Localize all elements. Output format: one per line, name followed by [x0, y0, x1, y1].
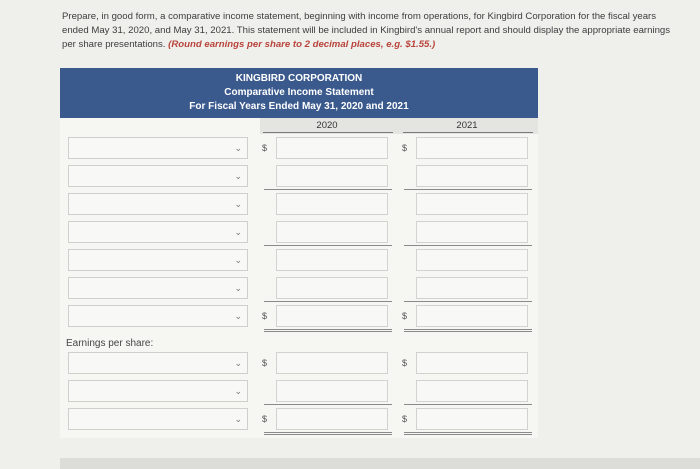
amount-2021-input[interactable] — [416, 221, 528, 243]
dollar-sign: $ — [262, 414, 268, 424]
amount-2021-input[interactable] — [416, 137, 528, 159]
company-name: KINGBIRD CORPORATION — [235, 73, 363, 84]
total-double-underline — [264, 434, 392, 435]
total-double-underline — [404, 329, 532, 330]
subtotal-underline — [264, 301, 392, 302]
subtotal-underline — [404, 245, 532, 246]
subtotal-underline — [264, 404, 392, 405]
chevron-down-icon: ⌄ — [234, 255, 242, 265]
dollar-sign: $ — [262, 311, 268, 321]
amount-2020-input[interactable] — [276, 221, 388, 243]
dollar-sign: $ — [262, 358, 268, 368]
statement-period: For Fiscal Years Ended May 31, 2020 and 2021 — [189, 101, 409, 112]
total-double-underline — [264, 331, 392, 332]
amount-2021-input[interactable] — [416, 277, 528, 299]
eps-2020-input[interactable] — [276, 408, 388, 430]
total-double-underline — [264, 329, 392, 330]
instructions-body: Prepare, in good form, a comparative income statement, beginning with income from operations, for Kingbird Corporation for the fiscal years ended May 31, 2020, and May 31, 2021. This statement will be included in Kingbird's annual report and should display the appropriate earnings per share presentations. — [62, 11, 671, 50]
amount-2021-input[interactable] — [416, 305, 528, 327]
eps-2021-input[interactable] — [416, 408, 528, 430]
dollar-sign: $ — [402, 311, 408, 321]
total-double-underline — [404, 432, 532, 433]
year-2021-label: 2021 — [456, 120, 478, 131]
amount-2020-input[interactable] — [276, 137, 388, 159]
chevron-down-icon: ⌄ — [234, 227, 242, 237]
eps-item-dropdown[interactable] — [68, 408, 248, 430]
amount-2020-input[interactable] — [276, 165, 388, 187]
eps-item-dropdown[interactable] — [68, 352, 248, 374]
total-double-underline — [404, 434, 532, 435]
dollar-sign: $ — [402, 414, 408, 424]
chevron-down-icon: ⌄ — [234, 414, 242, 424]
chevron-down-icon: ⌄ — [234, 386, 242, 396]
year-2021-underline — [403, 132, 533, 133]
amount-2020-input[interactable] — [276, 249, 388, 271]
year-2020-label: 2020 — [316, 120, 338, 131]
line-item-dropdown[interactable] — [68, 305, 248, 327]
subtotal-underline — [404, 404, 532, 405]
subtotal-underline — [404, 189, 532, 190]
dollar-sign: $ — [402, 358, 408, 368]
eps-2021-input[interactable] — [416, 352, 528, 374]
amount-2020-input[interactable] — [276, 193, 388, 215]
instructions-text — [62, 10, 672, 52]
chevron-down-icon: ⌄ — [234, 199, 242, 209]
amount-2021-input[interactable] — [416, 249, 528, 271]
line-item-dropdown[interactable] — [68, 277, 248, 299]
statement-title: Comparative Income Statement — [224, 87, 374, 98]
chevron-down-icon: ⌄ — [234, 283, 242, 293]
rounding-note: (Round earnings per share to 2 decimal places, e.g. $1.55.) — [168, 39, 436, 50]
line-item-dropdown[interactable] — [68, 137, 248, 159]
line-item-dropdown[interactable] — [68, 165, 248, 187]
eps-2020-input[interactable] — [276, 380, 388, 402]
subtotal-underline — [264, 189, 392, 190]
year-2020-underline — [263, 132, 393, 133]
total-double-underline — [264, 432, 392, 433]
eps-label: Earnings per share: — [66, 338, 154, 349]
eps-2021-input[interactable] — [416, 380, 528, 402]
eps-2020-input[interactable] — [276, 352, 388, 374]
eps-item-dropdown[interactable] — [68, 380, 248, 402]
line-item-dropdown[interactable] — [68, 249, 248, 271]
amount-2021-input[interactable] — [416, 165, 528, 187]
chevron-down-icon: ⌄ — [234, 143, 242, 153]
statement-header — [60, 68, 538, 118]
chevron-down-icon: ⌄ — [234, 311, 242, 321]
subtotal-underline — [264, 245, 392, 246]
amount-2021-input[interactable] — [416, 193, 528, 215]
subtotal-underline — [404, 301, 532, 302]
line-item-dropdown[interactable] — [68, 221, 248, 243]
amount-2020-input[interactable] — [276, 305, 388, 327]
dollar-sign: $ — [402, 143, 408, 153]
line-item-dropdown[interactable] — [68, 193, 248, 215]
chevron-down-icon: ⌄ — [234, 171, 242, 181]
chevron-down-icon: ⌄ — [234, 358, 242, 368]
amount-2020-input[interactable] — [276, 277, 388, 299]
dollar-sign: $ — [262, 143, 268, 153]
bottom-panel-edge — [60, 458, 700, 469]
total-double-underline — [404, 331, 532, 332]
